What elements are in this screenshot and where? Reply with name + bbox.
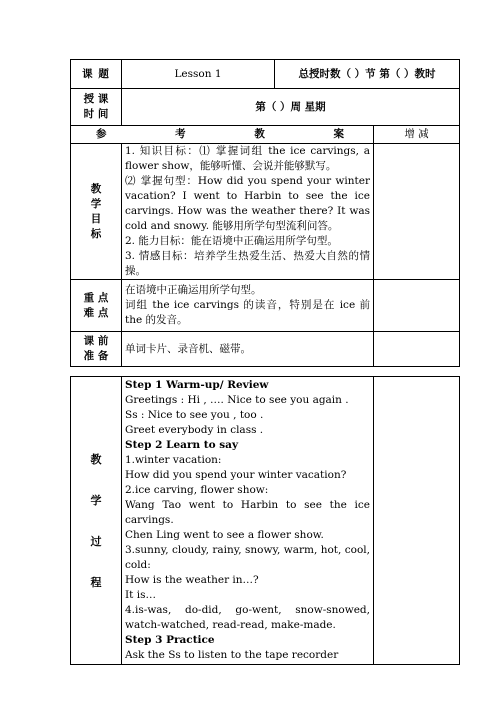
objectives-adjust-cell — [374, 144, 460, 280]
process-label-1: 教 — [90, 452, 102, 466]
reference-header-row — [71, 126, 460, 144]
step1-title: Step 1 Warm-up/ Review — [125, 379, 269, 391]
time-label-line-2: 时 间 — [83, 108, 109, 120]
process-adjust-cell — [374, 377, 460, 665]
adjust-heading: 增 减 — [374, 126, 460, 144]
keypoints-content — [122, 280, 374, 332]
ref-char-1: 参 — [96, 128, 107, 140]
week-text: 第（ ）周 星期 — [122, 89, 460, 126]
objectives-row — [71, 144, 460, 280]
objective-knowledge: 1. 知识目标：⑴ 掌握词组 the ice carvings, a flower show，能够听懂、会说并能够默写。 — [125, 145, 370, 172]
keypoint-2: 词组 the ice carvings 的读音，特别是在 ice 前 the 的发音。 — [125, 299, 370, 326]
step2-title: Step 2 Learn to say — [125, 439, 239, 451]
keypoints-label — [71, 280, 122, 332]
time-row — [71, 89, 460, 126]
keypoints-row — [71, 280, 460, 332]
objective-sentences: ⑵ 掌握句型：How did you spend your winter vacation? I went to Harbin to see the ice carvings. How was the weather there? It was cold and snowy. 能够用所学句型流利问答。 — [125, 175, 370, 232]
prep-label-1: 课 前 — [83, 335, 109, 347]
step3-title: Step 3 Practice — [125, 634, 215, 646]
process-content — [122, 377, 374, 665]
spacer-row — [71, 367, 460, 377]
step1-line-2: Ss : Nice to see you , too . — [125, 409, 264, 421]
step2-line-6: 3.sunny, cloudy, rainy, snowy, warm, hot, cool, cold: — [125, 544, 370, 571]
prep-content: 单词卡片、录音机、磁带。 — [122, 332, 374, 367]
step2-line-3: 2.ice carving, flower show: — [125, 484, 269, 496]
keypoint-1: 在语境中正确运用所学句型。 — [125, 284, 262, 296]
ref-char-4: 案 — [333, 128, 344, 140]
step2-line-9: 4.is-was, do-did, go-went, snow-snowed, watch-watched, read-read, make-made. — [125, 604, 370, 631]
course-label: 课 题 — [71, 60, 122, 89]
objectives-label-3: 目 — [90, 212, 102, 225]
header-row — [71, 60, 460, 89]
reference-plan-heading — [71, 126, 374, 144]
prep-adjust-cell — [374, 332, 460, 367]
lesson-title: Lesson 1 — [122, 60, 275, 89]
step1-line-3: Greet everybody in class . — [125, 424, 264, 436]
objectives-label-1: 教 — [90, 182, 102, 195]
step1-line-1: Greetings : Hi , …. Nice to see you again . — [125, 394, 349, 406]
process-label — [71, 377, 122, 665]
keypoints-adjust-cell — [374, 280, 460, 332]
process-label-2: 学 — [90, 493, 102, 507]
process-label-4: 程 — [90, 575, 102, 589]
prep-row — [71, 332, 460, 367]
process-label-3: 过 — [90, 534, 102, 548]
time-label-line-1: 授 课 — [83, 93, 109, 105]
prep-label-2: 准 备 — [83, 350, 109, 362]
step2-line-2: How did you spend your winter vacation? — [125, 469, 347, 481]
row-spacer — [71, 367, 460, 377]
objectives-label — [71, 144, 122, 280]
objectives-content — [122, 144, 374, 280]
schedule-text: 总授时数（ ）节 第（ ）教时 — [275, 60, 460, 89]
prep-label — [71, 332, 122, 367]
objective-emotion: 3. 情感目标：培养学生热爱生活、热爱大自然的情操。 — [125, 250, 370, 277]
keypoints-label-1: 重 点 — [83, 291, 109, 304]
step2-line-7: How is the weather in…? — [125, 574, 259, 586]
step2-line-4: Wang Tao went to Harbin to see the ice carvings. — [125, 499, 370, 526]
objectives-label-2: 学 — [90, 197, 102, 210]
keypoints-label-2: 难 点 — [83, 306, 109, 319]
step3-line-1: Ask the Ss to listen to the tape recorder — [125, 649, 339, 661]
time-label — [71, 89, 122, 126]
lesson-plan-table — [70, 59, 460, 665]
process-row — [71, 377, 460, 665]
step2-line-5: Chen Ling went to see a flower show. — [125, 529, 324, 541]
step2-line-8: It is… — [125, 589, 156, 601]
step2-line-1: 1.winter vacation: — [125, 454, 222, 466]
objective-ability: 2. 能力目标：能在语境中正确运用所学句型。 — [125, 235, 338, 247]
ref-char-3: 教 — [254, 128, 265, 140]
ref-char-2: 考 — [175, 128, 186, 140]
objectives-label-4: 标 — [90, 227, 102, 240]
